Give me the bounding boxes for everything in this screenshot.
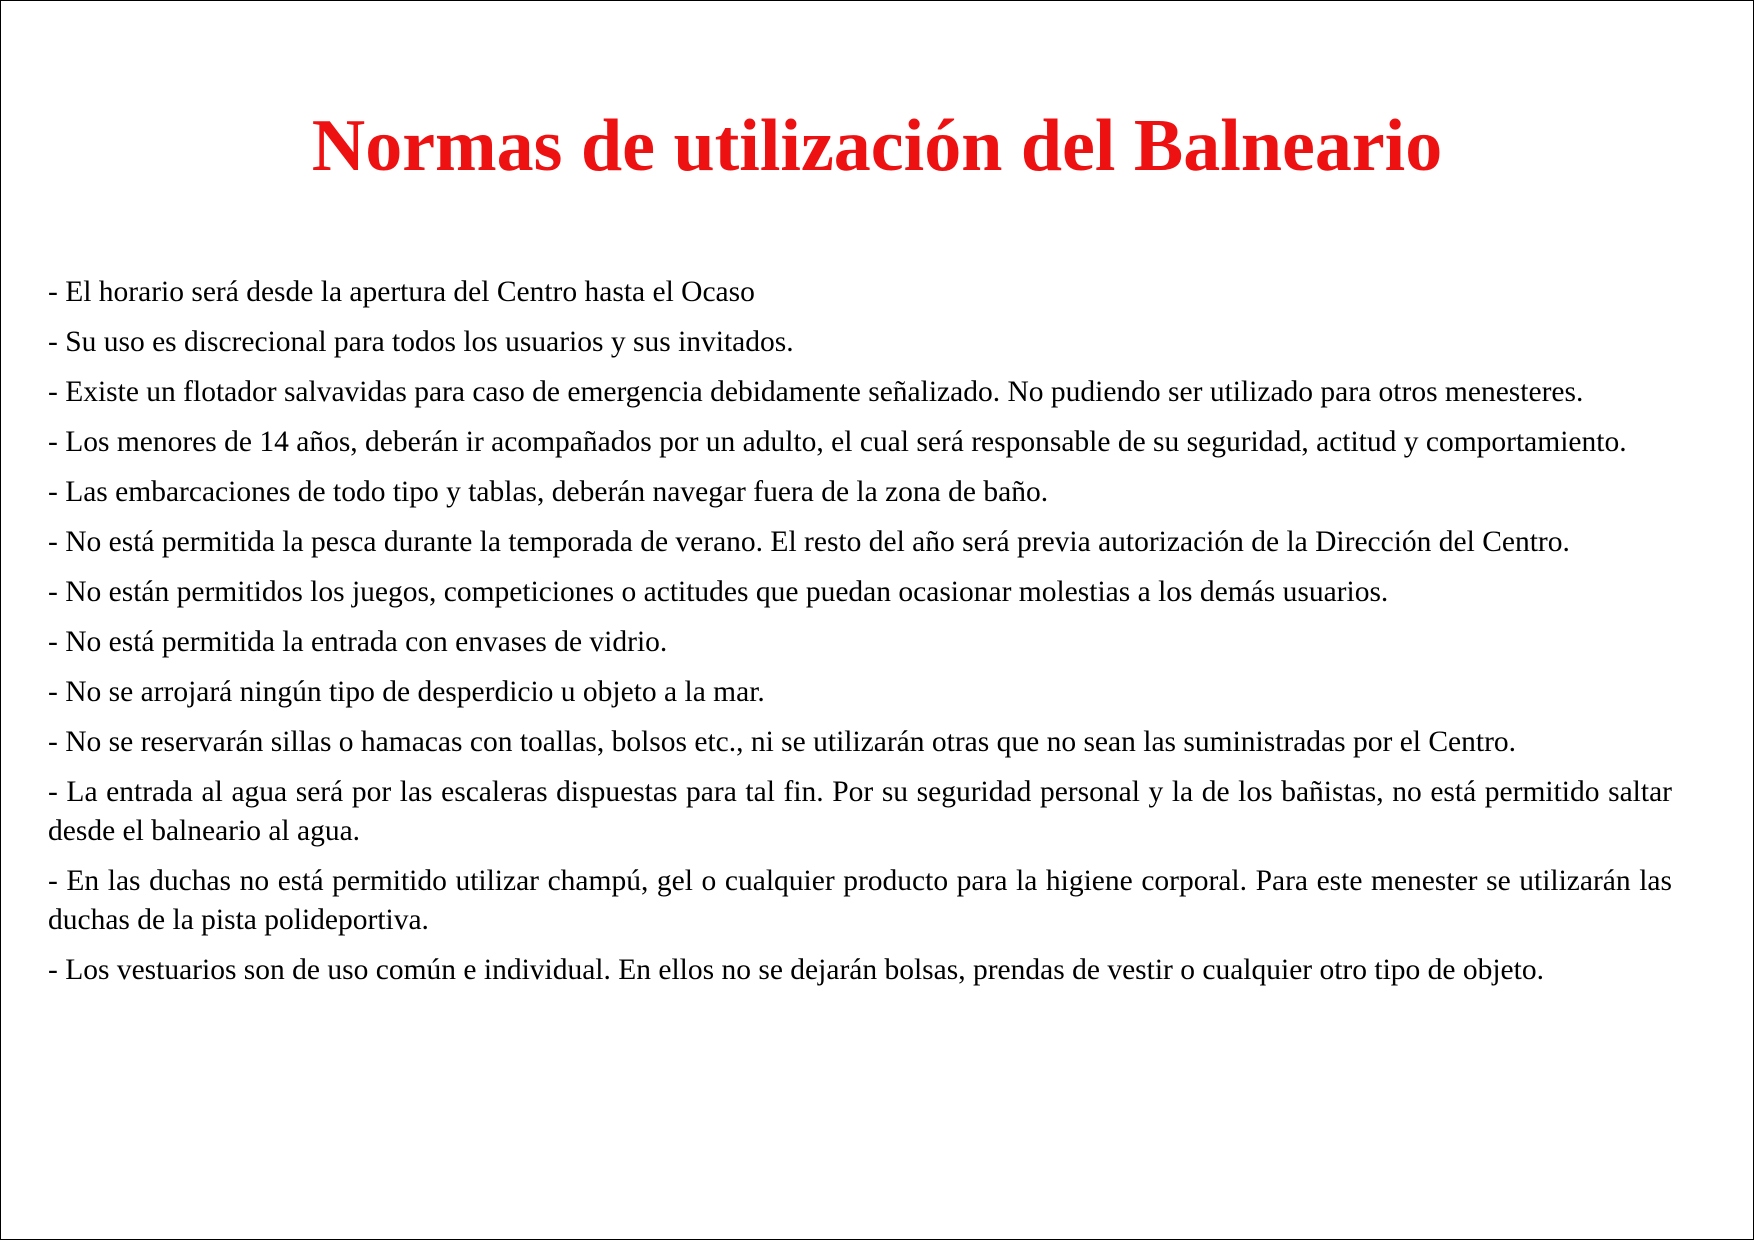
rule-item: - No están permitidos los juegos, competiciones o actitudes que puedan ocasionar molestias a los demás usuarios. (48, 576, 1389, 608)
rule-item: - En las duchas no está permitido utilizar champú, gel o cualquier producto para la higiene corporal. Para este menester se utilizarán las duchas de la pista polideportiva. (48, 865, 1672, 936)
rules-list (48, 273, 1672, 1001)
rule-item: - No está permitida la entrada con envases de vidrio. (48, 626, 668, 658)
rule-item: - El horario será desde la apertura del Centro hasta el Ocaso (48, 276, 755, 308)
page-title: Normas de utilización del Balneario (311, 105, 1443, 187)
rule-item: - La entrada al agua será por las escaleras dispuestas para tal fin. Por su seguridad personal y la de los bañistas, no está permitido saltar desde el balneario al agua. (48, 776, 1672, 847)
rule-item: - Su uso es discrecional para todos los usuarios y sus invitados. (48, 326, 794, 358)
rule-item: - No se arrojará ningún tipo de desperdicio u objeto a la mar. (48, 676, 765, 708)
rule-item: - Los menores de 14 años, deberán ir acompañados por un adulto, el cual será responsable de su seguridad, actitud y comportamiento. (48, 426, 1627, 458)
rule-item: - No está permitida la pesca durante la temporada de verano. El resto del año será previa autorización de la Dirección del Centro. (48, 526, 1570, 558)
rule-item: - No se reservarán sillas o hamacas con toallas, bolsos etc., ni se utilizarán otras que no sean las suministradas por el Centro. (48, 726, 1517, 758)
rule-item: - Las embarcaciones de todo tipo y tablas, deberán navegar fuera de la zona de baño. (48, 476, 1049, 508)
rule-item: - Existe un flotador salvavidas para caso de emergencia debidamente señalizado. No pudiendo ser utilizado para otros menesteres. (48, 376, 1584, 408)
rule-item: - Los vestuarios son de uso común e individual. En ellos no se dejarán bolsas, prendas de vestir o cualquier otro tipo de objeto. (48, 954, 1544, 986)
